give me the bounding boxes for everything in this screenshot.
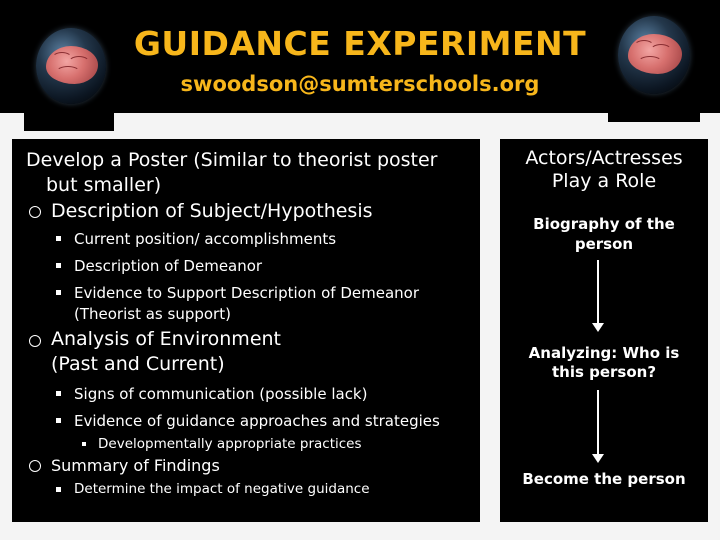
flow-arrow-line xyxy=(597,390,599,455)
page-title: GUIDANCE EXPERIMENT xyxy=(133,24,587,63)
list-item-environment: Analysis of Environment xyxy=(51,328,281,350)
sub-sub-item: Developmentally appropriate practices xyxy=(98,436,362,452)
step-analyzing-continued: this person? xyxy=(551,363,657,381)
left-content-panel xyxy=(12,139,480,522)
step-analyzing: Analyzing: Who is xyxy=(528,344,680,362)
right-heading-continued: Play a Role xyxy=(551,170,657,192)
list-item-environment-continued: (Past and Current) xyxy=(51,353,225,375)
square-bullet-icon xyxy=(82,442,86,446)
list-item-summary: Summary of Findings xyxy=(51,456,220,475)
sub-item-continued: (Theorist as support) xyxy=(74,305,231,323)
square-bullet-icon xyxy=(56,391,61,396)
sub-item: Determine the impact of negative guidance xyxy=(74,481,370,497)
sub-item: Description of Demeanor xyxy=(74,257,263,275)
brain-globe-icon xyxy=(608,10,700,122)
circle-bullet-icon xyxy=(29,206,41,218)
sub-item: Evidence to Support Description of Demeanor xyxy=(74,284,419,302)
intro-text: Develop a Poster (Similar to theorist poster xyxy=(26,149,438,171)
square-bullet-icon xyxy=(56,290,61,295)
sub-item: Signs of communication (possible lack) xyxy=(74,385,368,403)
step-biography: Biography of the xyxy=(533,215,675,233)
intro-text-continued: but smaller) xyxy=(46,174,162,196)
flow-arrow-line xyxy=(597,260,599,324)
down-arrow-icon xyxy=(592,454,604,463)
step-biography-continued: person xyxy=(574,235,634,253)
down-arrow-icon xyxy=(592,323,604,332)
circle-bullet-icon xyxy=(29,335,41,347)
circle-bullet-icon xyxy=(29,460,41,472)
square-bullet-icon xyxy=(56,263,61,268)
step-become: Become the person xyxy=(522,470,686,488)
sub-item: Evidence of guidance approaches and strategies xyxy=(74,412,440,430)
square-bullet-icon xyxy=(56,418,61,423)
brain-globe-icon xyxy=(24,16,114,131)
list-item-subject: Description of Subject/Hypothesis xyxy=(51,200,373,222)
contact-email: swoodson@sumterschools.org xyxy=(180,72,540,96)
right-heading: Actors/Actresses xyxy=(525,147,683,169)
square-bullet-icon xyxy=(56,236,61,241)
right-content-panel xyxy=(500,139,708,522)
square-bullet-icon xyxy=(56,487,61,492)
sub-item: Current position/ accomplishments xyxy=(74,230,337,248)
